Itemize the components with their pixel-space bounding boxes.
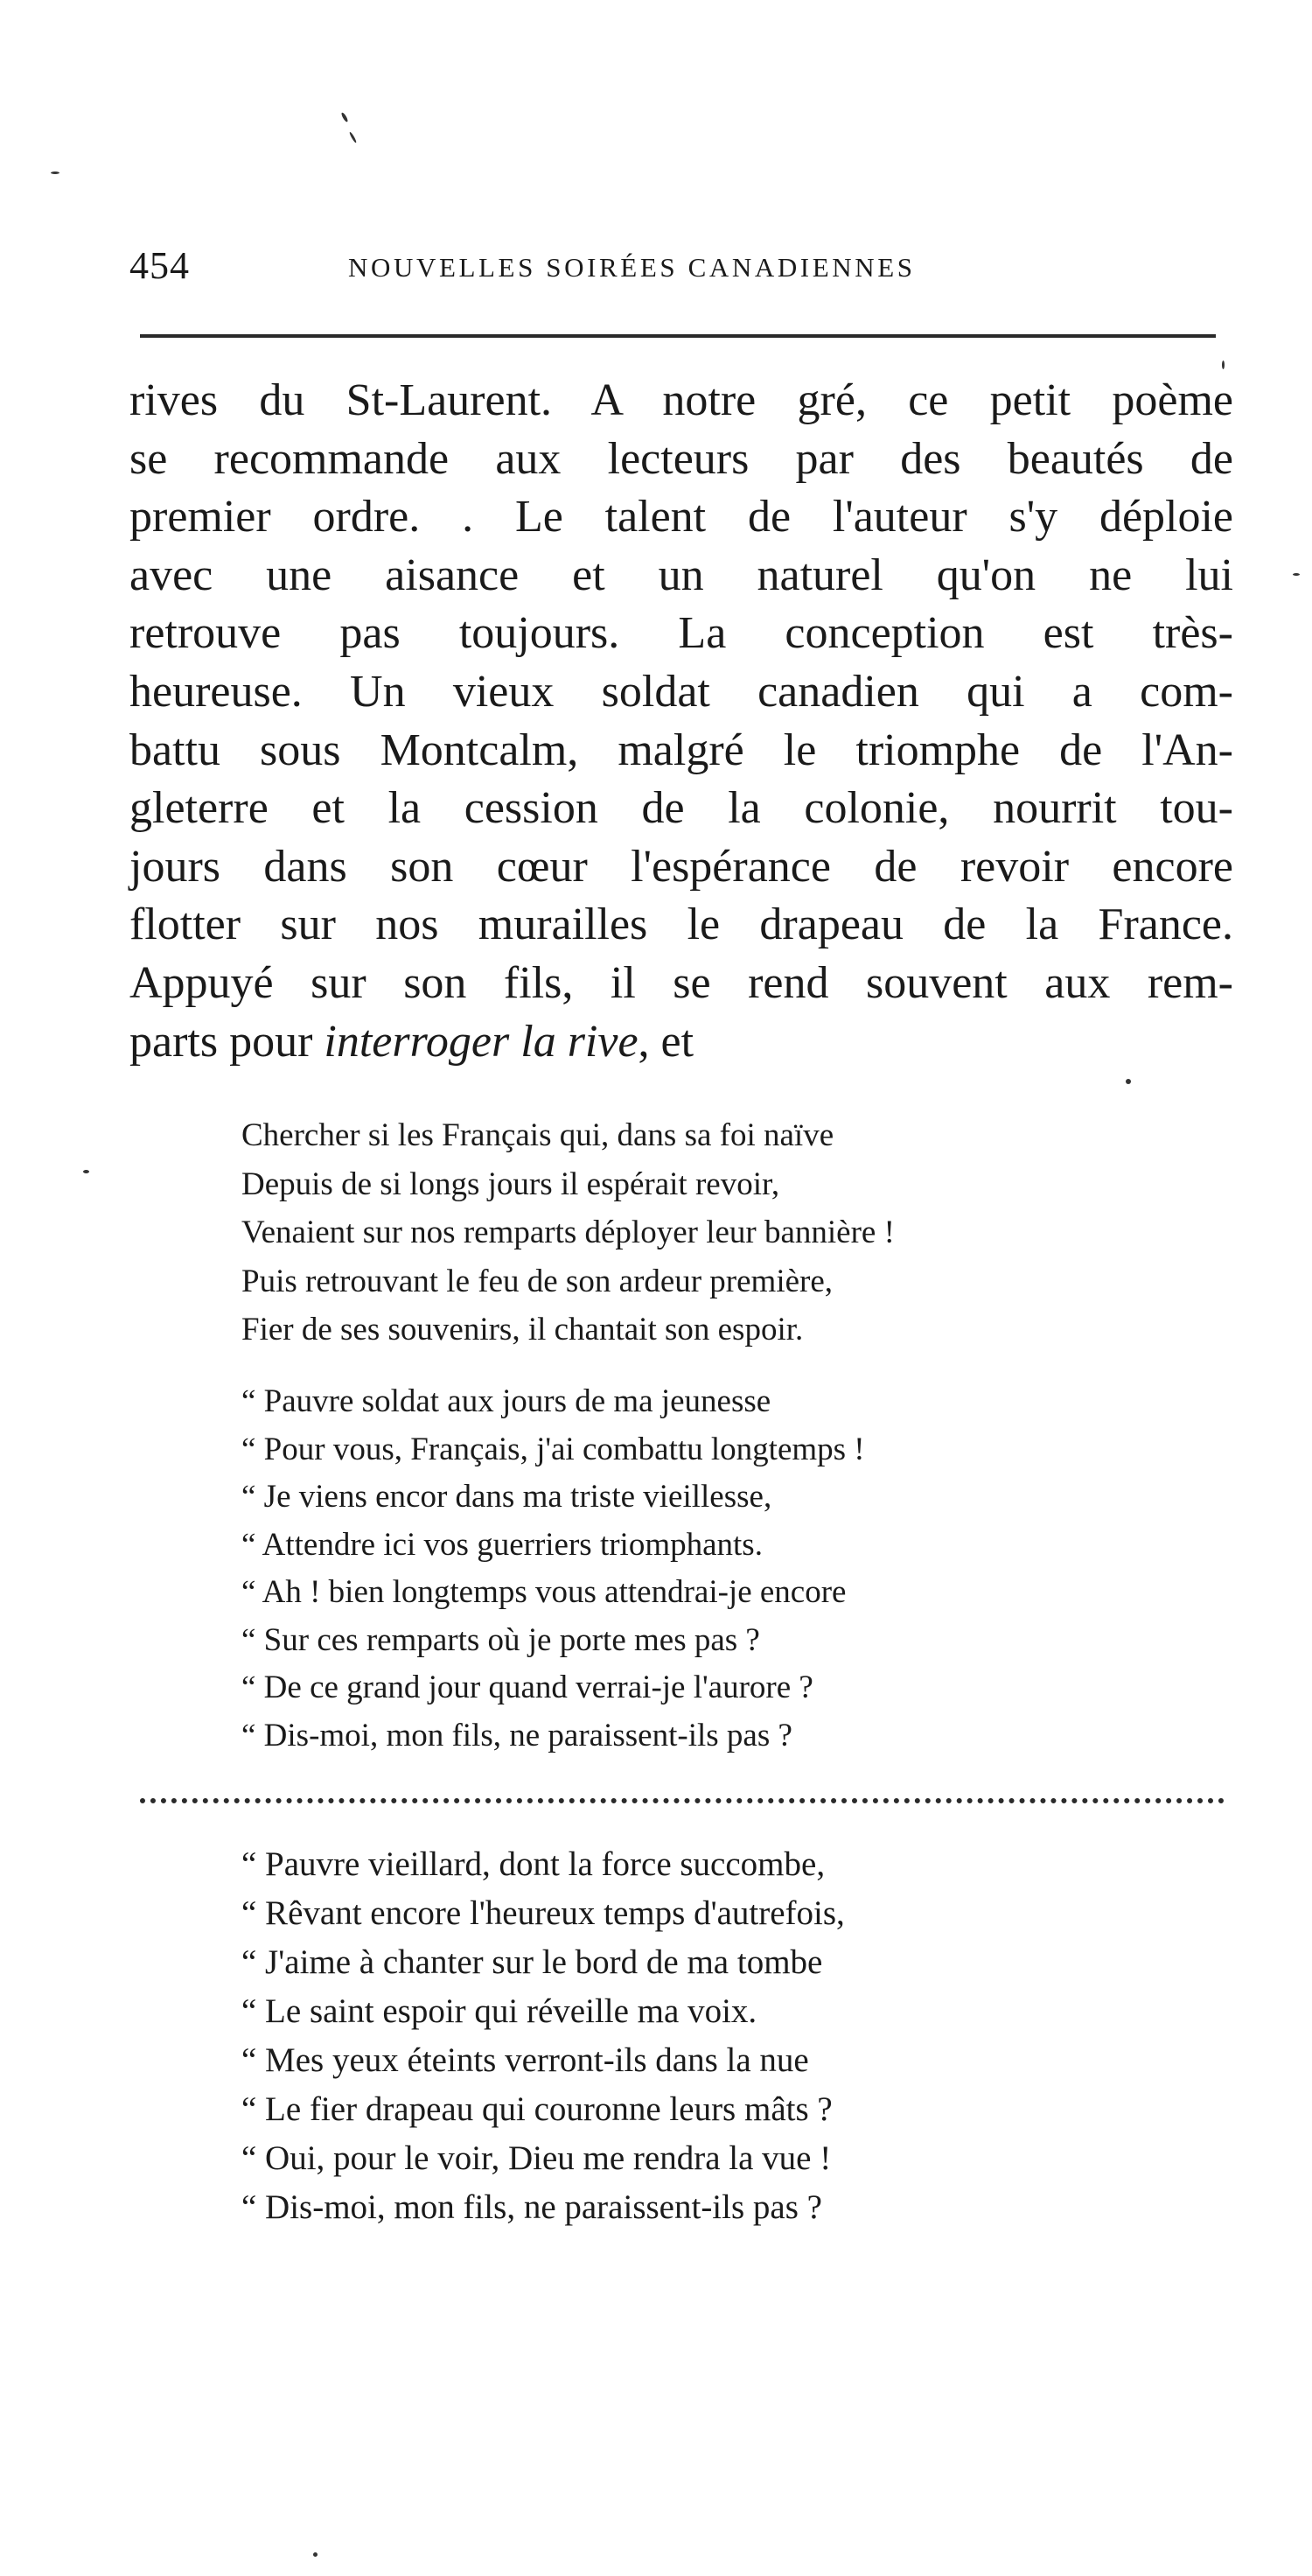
running-title: NOUVELLES SOIRÉES CANADIENNES bbox=[348, 252, 916, 283]
print-speck bbox=[340, 112, 348, 122]
verse-line: “ Pauvre vieillard, dont la force succombe, bbox=[241, 1845, 826, 1883]
prose-line: flotter sur nos murailles le drapeau de la France. bbox=[129, 900, 1233, 950]
verse-line: Venaient sur nos remparts déployer leur bannière ! bbox=[241, 1214, 895, 1250]
verse-line: “ Dis-moi, mon fils, ne paraissent-ils pas ? bbox=[241, 2188, 822, 2226]
verse-line: “ J'aime à chanter sur le bord de ma tombe bbox=[241, 1943, 823, 1981]
print-speck bbox=[83, 1170, 89, 1173]
verse-line: Fier de ses souvenirs, il chantait son espoir. bbox=[241, 1312, 804, 1348]
verse-line: “ Mes yeux éteints verront-ils dans la nue bbox=[241, 2041, 809, 2079]
verse-line: “ De ce grand jour quand verrai-je l'aurore ? bbox=[241, 1670, 813, 1705]
verse-line: “ Je viens encor dans ma triste vieillesse, bbox=[241, 1479, 772, 1515]
verse-line: “ Rêvant encore l'heureux temps d'autrefois, bbox=[241, 1894, 845, 1932]
verse-line: “ Oui, pour le voir, Dieu me rendra la vue ! bbox=[241, 2139, 832, 2177]
prose-line: avec une aisance et un naturel qu'on ne lui bbox=[129, 550, 1233, 600]
verse-line: Chercher si les Français qui, dans sa foi naïve bbox=[241, 1117, 834, 1153]
verse-stanza bbox=[241, 1840, 845, 2232]
verse-line: “ Le saint espoir qui réveille ma voix. bbox=[241, 1992, 757, 2030]
verse-line: Depuis de si longs jours il espérait revoir, bbox=[241, 1166, 780, 1202]
verse-line: “ Le fier drapeau qui couronne leurs mâts ? bbox=[241, 2090, 833, 2128]
prose-paragraph bbox=[129, 372, 1233, 1071]
print-speck bbox=[51, 172, 59, 174]
verse-line: “ Ah ! bien longtemps vous attendrai-je encore bbox=[241, 1574, 847, 1610]
italic-phrase: interroger la rive bbox=[324, 1016, 639, 1067]
prose-line: rives du St-Laurent. A notre gré, ce petit poème bbox=[129, 375, 1233, 425]
print-speck bbox=[349, 131, 358, 144]
print-speck bbox=[1222, 360, 1225, 369]
page-number: 454 bbox=[129, 244, 190, 287]
verse-line: “ Attendre ici vos guerriers triomphants. bbox=[241, 1526, 763, 1563]
verse-stanza bbox=[241, 1111, 895, 1354]
prose-line: heureuse. Un vieux soldat canadien qui a com- bbox=[129, 666, 1233, 717]
prose-line: premier ordre. . Le talent de l'auteur s'y déploie bbox=[129, 492, 1233, 542]
header-rule bbox=[140, 334, 1216, 338]
omission-dotted-line bbox=[140, 1798, 1225, 1803]
prose-text: parts pour bbox=[129, 1016, 325, 1067]
prose-text: , et bbox=[638, 1016, 694, 1067]
print-speck bbox=[313, 2552, 318, 2557]
verse-line: “ Pour vous, Français, j'ai combattu longtemps ! bbox=[241, 1431, 865, 1467]
verse-stanza bbox=[241, 1378, 865, 1760]
verse-line: “ Pauvre soldat aux jours de ma jeunesse bbox=[241, 1383, 771, 1419]
prose-line: jours dans son cœur l'espérance de revoir encore bbox=[129, 841, 1233, 892]
print-speck bbox=[1293, 573, 1300, 576]
verse-line: “ Dis-moi, mon fils, ne paraissent-ils pas ? bbox=[241, 1717, 792, 1754]
verse-line: “ Sur ces remparts où je porte mes pas ? bbox=[241, 1621, 760, 1658]
prose-line: retrouve pas toujours. La conception est très- bbox=[129, 608, 1233, 659]
prose-line: battu sous Montcalm, malgré le triomphe de l'An- bbox=[129, 724, 1233, 775]
verse-line: Puis retrouvant le feu de son ardeur première, bbox=[241, 1263, 834, 1299]
print-speck bbox=[1126, 1079, 1131, 1084]
prose-line: Appuyé sur son fils, il se rend souvent aux rem- bbox=[129, 957, 1233, 1008]
prose-line-last bbox=[129, 1013, 1233, 1072]
running-head bbox=[129, 240, 1232, 292]
prose-line: gleterre et la cession de la colonie, nourrit tou- bbox=[129, 783, 1233, 834]
prose-line: se recommande aux lecteurs par des beautés de bbox=[129, 433, 1233, 484]
